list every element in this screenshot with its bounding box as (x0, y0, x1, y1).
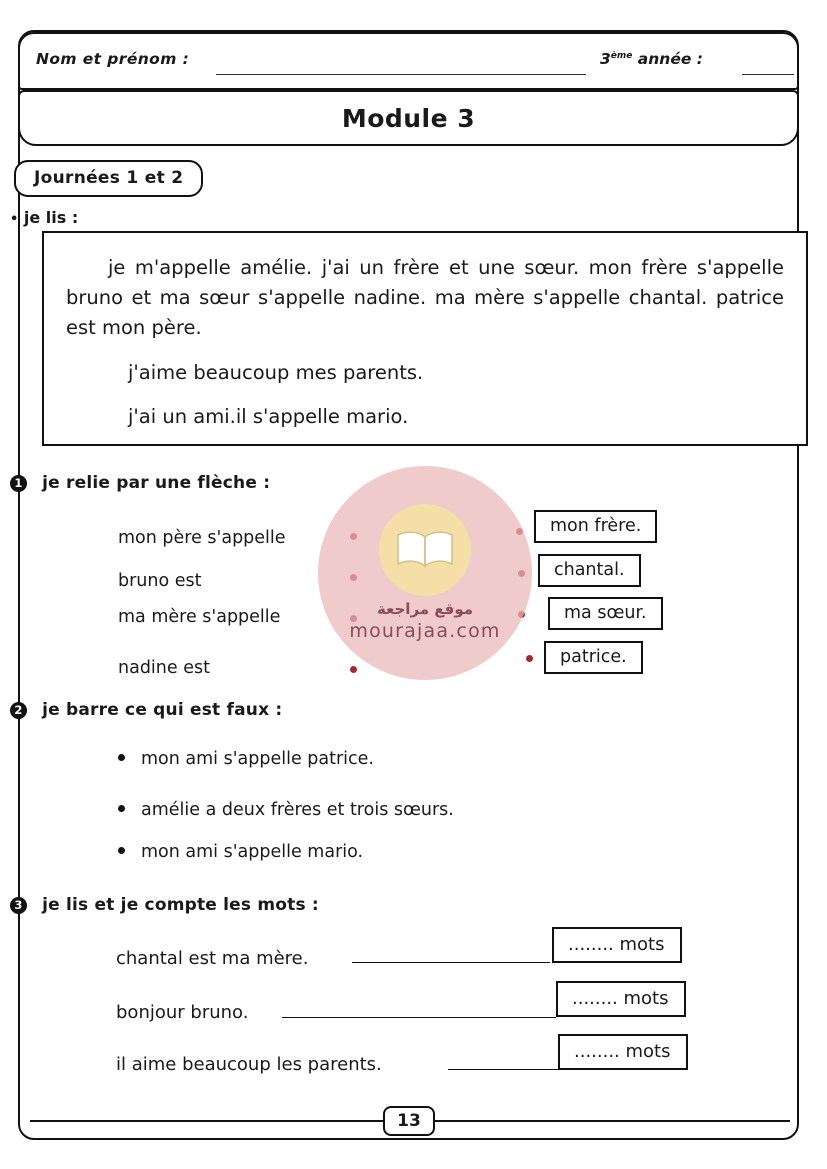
reading-passage-box (42, 231, 808, 446)
page-title: Module 3 (341, 103, 476, 133)
exercise-1-number: 1 (10, 475, 27, 492)
match-left-3: ma mère s'appelle (118, 607, 281, 627)
exercise-3-number: 3 (10, 897, 27, 914)
match-dot-left-1[interactable] (350, 533, 357, 540)
exercise-1-heading (10, 473, 270, 493)
match-dot-right-3[interactable] (518, 611, 525, 618)
bullet-icon: • (10, 212, 19, 227)
list-item[interactable]: amélie a deux frères et trois sœurs. (118, 800, 454, 820)
watermark-line-1: موقع مراجعة (376, 600, 474, 618)
match-dot-right-2[interactable] (518, 570, 525, 577)
match-dot-left-4[interactable] (350, 666, 357, 673)
watermark-line-2: mourajaa.com (349, 620, 501, 642)
student-info-bar (18, 32, 799, 90)
name-write-line[interactable] (216, 74, 586, 75)
match-dot-left-2[interactable] (350, 574, 357, 581)
journees-tag: Journées 1 et 2 (14, 160, 203, 197)
count-sentence-3: il aime beaucoup les parents. (116, 1054, 382, 1075)
count-leader-line-2 (282, 1017, 556, 1018)
match-dot-right-1[interactable] (516, 528, 523, 535)
year-write-line[interactable] (742, 74, 794, 75)
reading-line-3: j'ai un ami.il s'appelle mario. (128, 404, 409, 428)
exercise-2-title: je barre ce qui est faux : (42, 700, 283, 720)
bullet-icon (118, 805, 125, 812)
reading-line-2: j'aime beaucoup mes parents. (128, 360, 424, 384)
match-left-4: nadine est (118, 658, 210, 678)
list-item[interactable]: mon ami s'appelle mario. (118, 842, 363, 862)
bullet-icon (118, 754, 125, 761)
je-lis-label: • je lis : (10, 208, 79, 227)
year-label: 3ème année : (600, 50, 703, 68)
match-right-2[interactable]: chantal. (538, 554, 641, 587)
page-number: 13 (383, 1106, 435, 1136)
match-left-1: mon père s'appelle (118, 528, 286, 548)
count-leader-line-1 (352, 962, 550, 963)
module-title-band (18, 90, 799, 146)
count-answer-box-1[interactable]: ........ mots (552, 927, 682, 963)
match-right-1[interactable]: mon frère. (534, 510, 657, 543)
exercise-3-title: je lis et je compte les mots : (42, 895, 319, 915)
count-sentence-1: chantal est ma mère. (116, 948, 309, 969)
exercise-2-number: 2 (10, 702, 27, 719)
list-item[interactable]: mon ami s'appelle patrice. (118, 749, 374, 769)
count-answer-box-2[interactable]: ........ mots (556, 981, 686, 1017)
reading-line-1: je m'appelle amélie. j'ai un frère et une sœur. mon frère s'appelle bruno et ma sœur s'appelle nadine. ma mère s'appelle chantal. patrice est mon père. (66, 256, 784, 340)
match-dot-left-3[interactable] (350, 615, 357, 622)
match-left-2: bruno est (118, 571, 202, 591)
exercise-1-title: je relie par une flèche : (42, 473, 271, 493)
count-leader-line-3 (448, 1069, 560, 1070)
bullet-icon (118, 847, 125, 854)
match-dot-right-4[interactable] (526, 655, 533, 662)
name-label: Nom et prénom : (36, 50, 190, 68)
match-right-4[interactable]: patrice. (544, 641, 643, 674)
exercise-3-heading (10, 895, 319, 915)
exercise-2-heading (10, 700, 282, 720)
count-answer-box-3[interactable]: ........ mots (558, 1034, 688, 1070)
match-right-3[interactable]: ma sœur. (548, 597, 663, 630)
count-sentence-2: bonjour bruno. (116, 1002, 249, 1023)
